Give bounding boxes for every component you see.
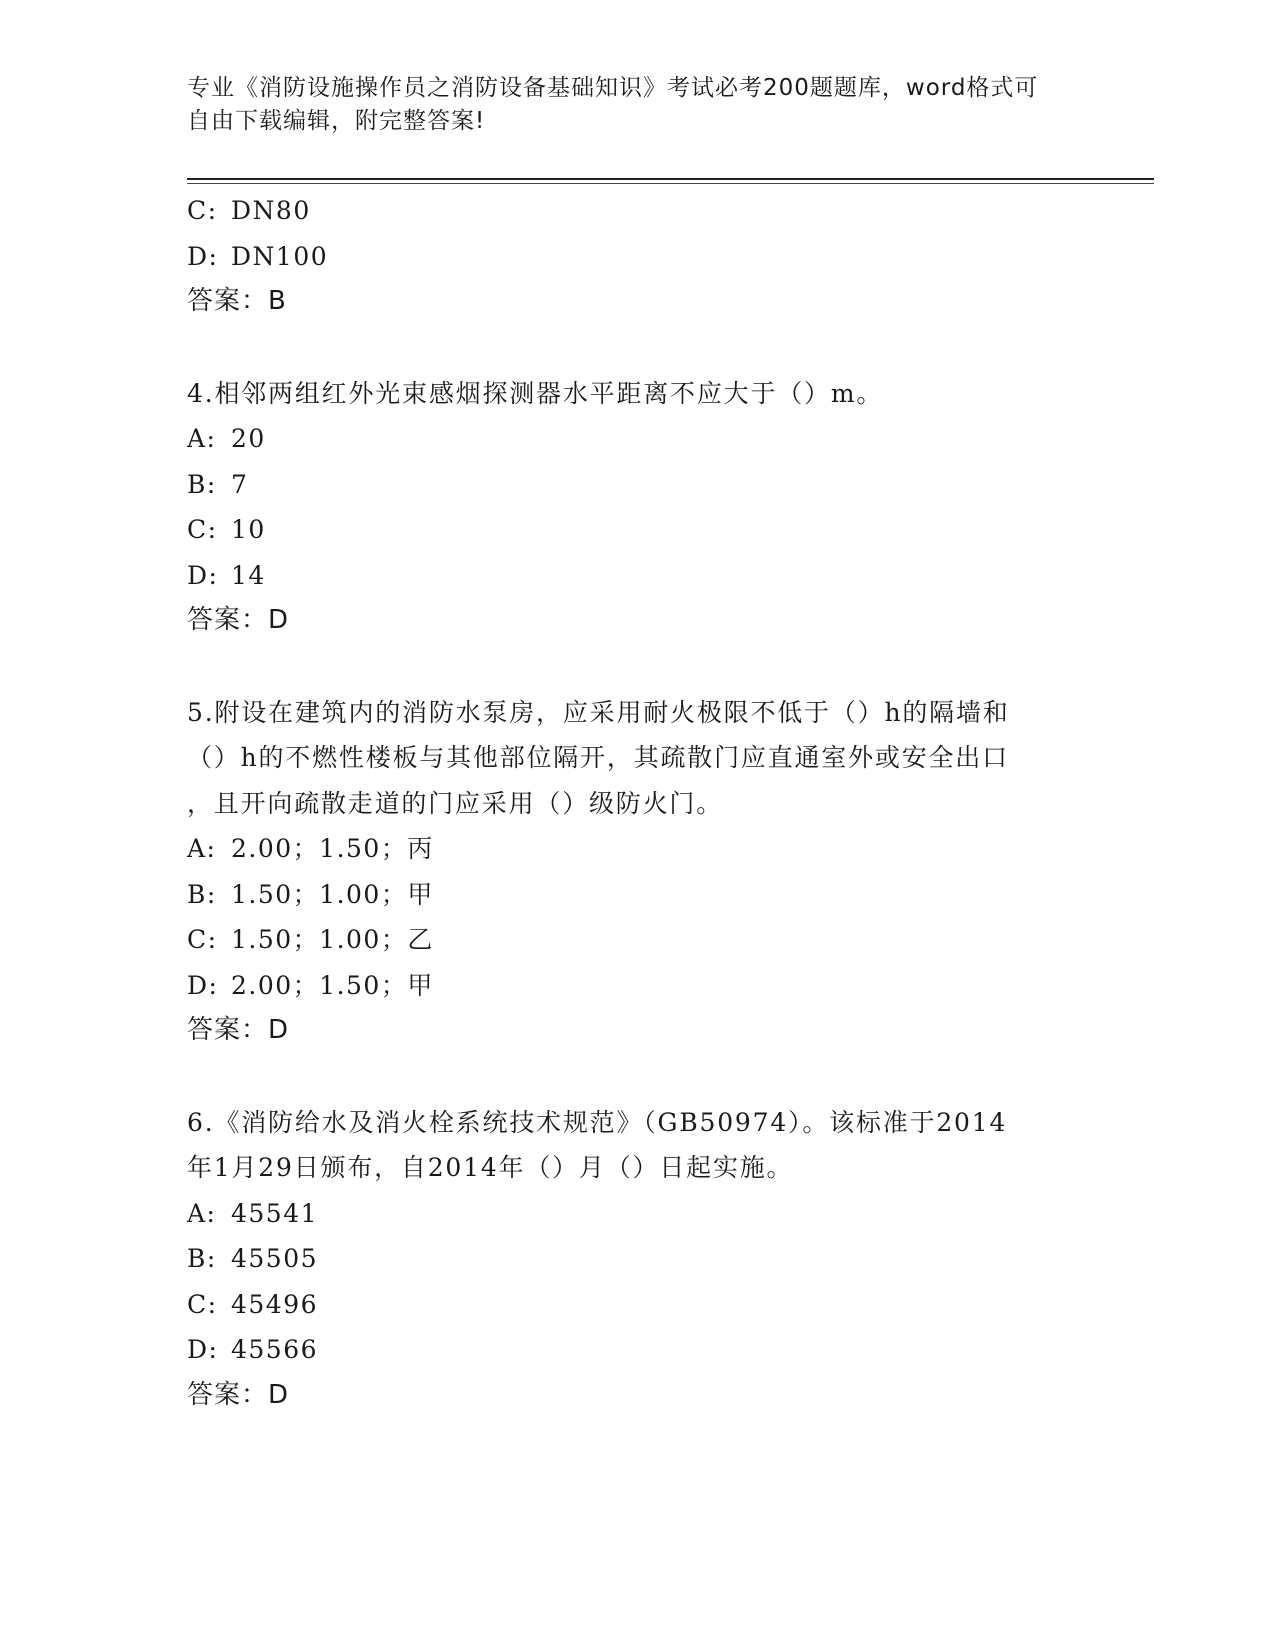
- question-text: （）h的不燃性楼板与其他部位隔开，其疏散门应直通室外或安全出口: [187, 743, 1009, 772]
- question-4: [187, 371, 1087, 644]
- answer-line: 答案：B: [187, 286, 287, 316]
- option-d: D: 45566: [187, 1335, 319, 1364]
- option-b: B: 1.50；1.00；甲: [187, 879, 434, 909]
- option-d: D: DN100: [187, 241, 329, 271]
- header-divider-thin: [187, 183, 1154, 184]
- header-divider-thick: [187, 178, 1154, 180]
- question-6: [187, 1100, 1087, 1419]
- page-header: [187, 72, 1067, 138]
- answer-line: 答案：D: [187, 605, 290, 635]
- option-d: D: 14: [187, 560, 266, 590]
- option-c: C: 10: [187, 515, 266, 544]
- option-c: C: DN80: [187, 196, 311, 225]
- question-text: 4.相邻两组红外光束感烟探测器水平距离不应大于（）m。: [187, 378, 884, 408]
- question-list: [187, 188, 1087, 1464]
- question-5: [187, 690, 1087, 1054]
- option-b: B: 45505: [187, 1244, 319, 1273]
- header-line-2: 自由下载编辑，附完整答案!: [187, 108, 486, 134]
- option-d: D: 2.00；1.50；甲: [187, 970, 434, 1000]
- option-a: A: 45541: [187, 1198, 319, 1228]
- question-text: 5.附设在建筑内的消防水泵房，应采用耐火极限不低于（）h的隔墙和: [187, 697, 1010, 727]
- option-a: A: 2.00；1.50；丙: [187, 834, 434, 863]
- header-line-1: 专业《消防设施操作员之消防设备基础知识》考试必考200题题库，word格式可: [187, 75, 1039, 101]
- answer-line: 答案：D: [187, 1379, 290, 1410]
- option-c: C: 45496: [187, 1289, 319, 1319]
- answer-line: 答案：D: [187, 1015, 290, 1045]
- question-3-continued: [187, 188, 1087, 325]
- option-c: C: 1.50；1.00；乙: [187, 925, 434, 954]
- question-text: 6.《消防给水及消火栓系统技术规范》（GB50974）。该标准于2014: [187, 1107, 1008, 1137]
- question-text: ，且开向疏散走道的门应采用（）级防火门。: [187, 788, 724, 818]
- question-text: 年1月29日颁布，自2014年（）月（）日起实施。: [187, 1153, 794, 1182]
- option-a: A: 20: [187, 424, 266, 453]
- option-b: B: 7: [187, 469, 249, 499]
